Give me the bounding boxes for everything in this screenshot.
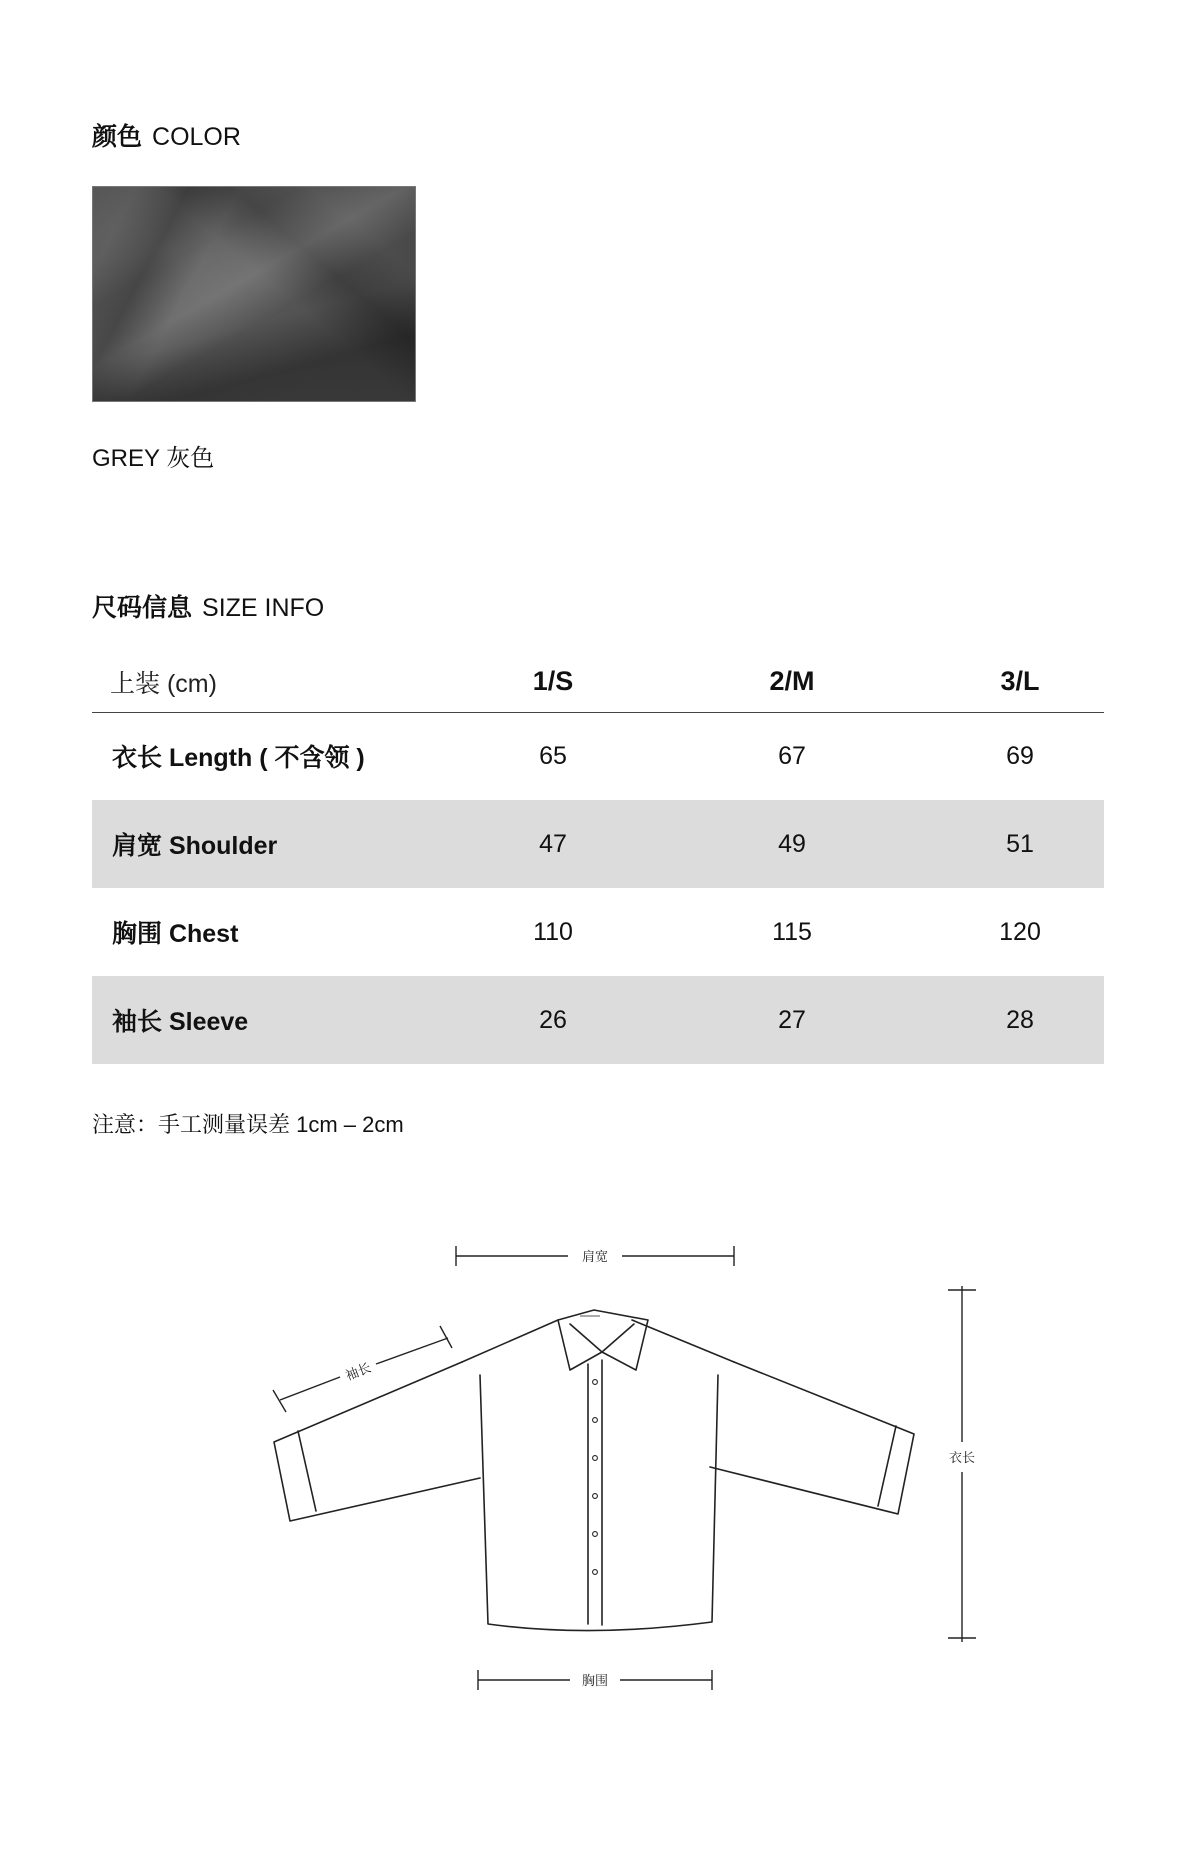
- button-2: [593, 1418, 598, 1423]
- size-table: [92, 652, 1104, 1064]
- collar-stand: [570, 1324, 634, 1352]
- shirt-body-outline: [480, 1375, 718, 1631]
- color-heading-en: COLOR: [152, 123, 241, 151]
- row-label: 袖长 Sleeve: [112, 1008, 249, 1036]
- size-heading-cn: 尺码信息: [92, 594, 193, 622]
- cell-value: 110: [533, 917, 573, 946]
- cell-value: 115: [772, 917, 812, 946]
- size-heading-en: SIZE INFO: [202, 594, 325, 622]
- size-table-header-row: [92, 652, 1104, 712]
- cell-value: 28: [1006, 1005, 1034, 1034]
- shirt-diagram-svg: [0, 1220, 1200, 1740]
- measurement-diagram: [0, 1220, 1200, 1740]
- length-dimension-label: 衣长: [948, 1451, 976, 1466]
- button-1: [593, 1380, 598, 1385]
- row-label: 衣长 Length ( 不含领 ): [112, 744, 365, 773]
- button-6: [593, 1570, 598, 1575]
- right-cuff-line: [878, 1426, 896, 1506]
- chest-dimension-label: 胸围: [581, 1674, 609, 1689]
- collar-outline: [558, 1310, 648, 1370]
- button-3: [593, 1456, 598, 1461]
- shoulder-dimension-label: 肩宽: [581, 1250, 609, 1265]
- cell-value: 69: [1006, 741, 1034, 770]
- table-row-length: [92, 712, 1104, 800]
- measurement-note: 注意：手工测量误差 1cm – 2cm: [92, 1112, 404, 1137]
- row-label: 肩宽 Shoulder: [112, 832, 278, 860]
- table-row-sleeve: [92, 976, 1104, 1064]
- header-size-l: 3/L: [936, 652, 1104, 712]
- color-heading: [92, 117, 241, 153]
- cell-value: 27: [778, 1005, 806, 1034]
- cell-value: 51: [1006, 829, 1034, 858]
- left-cuff-line: [298, 1431, 316, 1511]
- row-label: 胸围 Chest: [112, 920, 239, 948]
- fabric-swatch-image: [92, 186, 416, 402]
- header-unit: 上装 (cm): [92, 652, 458, 712]
- header-size-s: 1/S: [458, 652, 648, 712]
- button-5: [593, 1532, 598, 1537]
- cell-value: 26: [539, 1005, 567, 1034]
- shoulder-line-left: [462, 1320, 558, 1362]
- cell-value: 120: [999, 917, 1041, 946]
- cell-value: 65: [539, 741, 567, 770]
- button-4: [593, 1494, 598, 1499]
- right-sleeve-outline: [710, 1362, 914, 1514]
- size-heading: [92, 588, 324, 624]
- swatch-label: GREY 灰色: [92, 445, 215, 472]
- table-row-shoulder: [92, 800, 1104, 888]
- cell-value: 67: [778, 741, 806, 770]
- cell-value: 49: [778, 829, 806, 858]
- cell-value: 47: [539, 829, 567, 858]
- color-heading-cn: 颜色: [92, 123, 143, 151]
- table-row-chest: [92, 888, 1104, 976]
- left-sleeve-outline: [274, 1362, 480, 1521]
- header-size-m: 2/M: [648, 652, 936, 712]
- sleeve-dimension-label: 袖长: [343, 1360, 374, 1385]
